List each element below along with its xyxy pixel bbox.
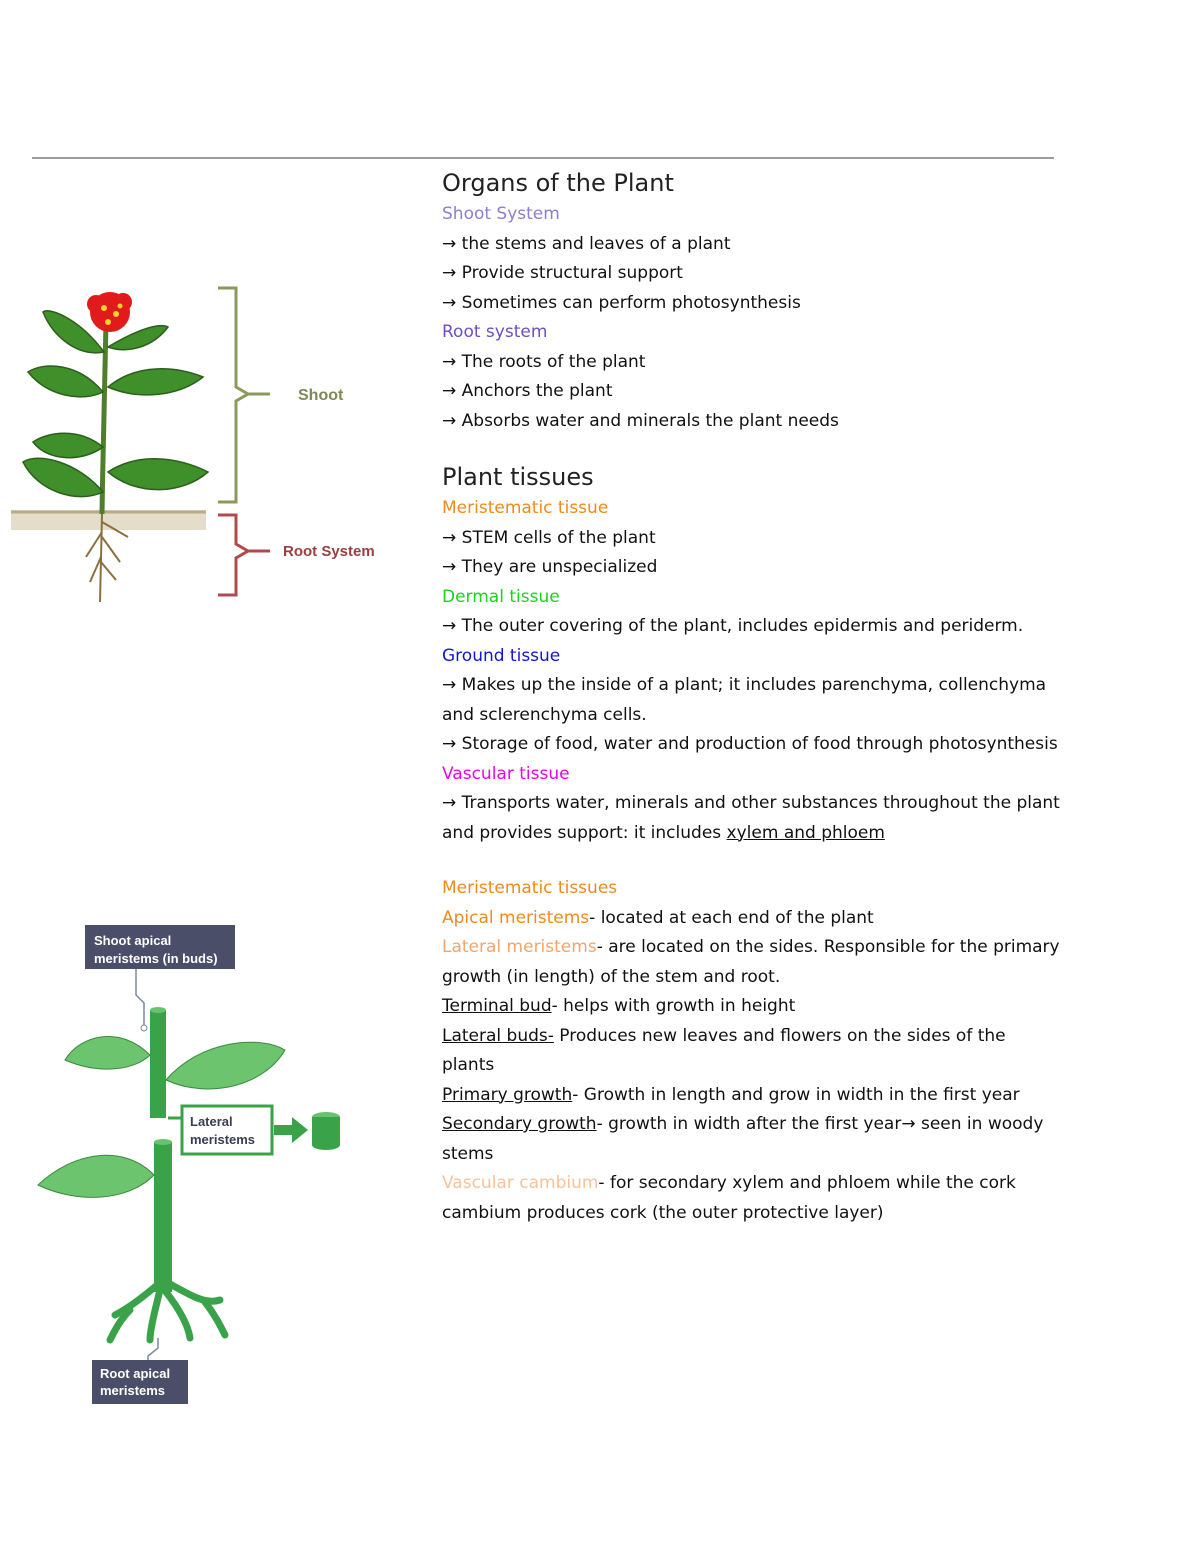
shoot-apical-label-line2: meristems (in buds) [94,951,218,966]
root-apical-label-line2: meristems [100,1383,166,1398]
secondary-growth-item [442,1110,1062,1169]
vascular-point [442,789,1062,848]
root-branches [110,1280,225,1340]
primary-term: Primary growth [442,1084,573,1105]
dermal-title: Dermal tissue [442,586,560,607]
lateral-buds-term: Lateral buds- [442,1025,554,1046]
ground-point: → Makes up the inside of a plant; it includes parenchyma, collenchyma and sclerenchyma cells. [442,675,1047,725]
cambium-term: Vascular cambium [442,1173,599,1193]
primary-growth-item [442,1081,1062,1111]
secondary-text: - growth in width after the first year→ seen in woody stems [442,1114,1044,1164]
ground-point: → Storage of food, water and production of food through photosynthesis [442,734,1058,754]
vascular-title: Vascular tissue [442,763,570,784]
meristematic-point: → They are unspecialized [442,557,658,577]
root-point: → Absorbs water and minerals the plant needs [442,410,839,431]
terminal-term: Terminal bud [442,996,552,1016]
header-rule [32,157,1054,159]
terminal-bud-item [442,992,1062,1022]
lateral-meristems-label-line2: meristems [190,1132,256,1147]
vascular-point-text: → Transports water, minerals and other substances throughout the plant and provides support: it includes [442,793,1060,843]
shoot-label: Shoot [298,387,344,404]
apical-term: Apical meristems [442,907,590,928]
cambium-text: - for secondary xylem and phloem while the cork cambium produces cork (the outer protective layer) [442,1173,1016,1223]
upper-right-leaf [166,1042,285,1089]
lateral-term: Lateral meristems [442,937,597,957]
plant-organs-figure [8,282,398,612]
root-system-label: Root System [283,543,375,560]
xylem-phloem-link: xylem and phloem [726,822,885,843]
tissues-heading: Plant tissues [442,463,594,491]
lateral-arrow [274,1117,308,1143]
dermal-point: → The outer covering of the plant, includes epidermis and periderm. [442,616,1024,636]
lateral-buds-item [442,1022,1062,1081]
organs-heading: Organs of the Plant [442,169,674,197]
notes-column [442,166,1062,1228]
meristem-figure [30,920,360,1410]
leaves [23,311,208,497]
root-system-title: Root system [442,322,548,342]
secondary-term: Secondary growth [442,1114,597,1134]
lower-stem [154,1142,172,1292]
shoot-point: → the stems and leaves of a plant [442,233,731,254]
upper-stem [150,1010,166,1118]
apical-meristems-item [442,904,1062,934]
root-apical-label-line1: Root apical [100,1366,171,1381]
lateral-meristems-label-line1: Lateral [190,1114,233,1129]
shoot-point: → Sometimes can perform photosynthesis [442,292,801,313]
primary-text: - Growth in length and grow in width in the first year [572,1084,1020,1105]
meristems-heading: Meristematic tissues [442,878,618,898]
lateral-text: - are located on the sides. Responsible for the primary growth (in length) of the stem and root. [442,937,1060,987]
flower [87,292,132,332]
lower-left-leaf [38,1155,154,1197]
shoot-bracket [218,288,248,502]
vascular-cambium-item [442,1169,1062,1228]
meristematic-point: → STEM cells of the plant [442,527,656,548]
shoot-apical-label-line1: Shoot apical [94,933,172,948]
shoot-system-title: Shoot System [442,204,560,224]
stem-cross-section [312,1140,340,1150]
terminal-text: - helps with growth in height [551,996,796,1016]
lateral-buds-text: Produces new leaves and flowers on the sides of the plants [442,1025,1006,1075]
root-point: → The roots of the plant [442,351,646,372]
ground-title: Ground tissue [442,645,561,666]
shoot-point: → Provide structural support [442,263,683,283]
meristematic-title: Meristematic tissue [442,498,609,518]
upper-left-leaf [65,1036,150,1069]
root-point: → Anchors the plant [442,381,613,401]
apical-text: - located at each end of the plant [589,907,874,928]
lateral-meristems-item [442,933,1062,992]
root-system-bracket [218,515,248,595]
